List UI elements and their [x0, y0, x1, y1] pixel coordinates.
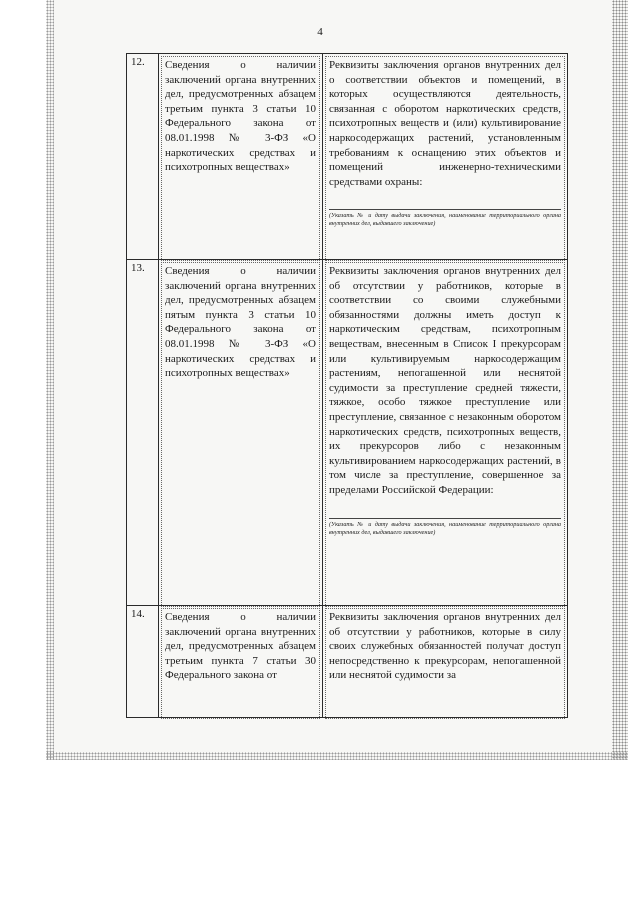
- row-details-cell: [325, 262, 565, 607]
- row-details: Реквизиты заключения органов внутренних дел об отсутствии у работников, которые в силу своих служебных обязанностей получат доступ непосредственно к прекурсорам, непогашенной или неснятой судимости за: [329, 611, 561, 682]
- scan-border-left: [46, 0, 54, 760]
- scan-border-bottom: [46, 752, 628, 760]
- row-note: (Указать № и дату выдачи заключения, наименование территориального органа внутренних дел, выдавшего заключение): [329, 518, 561, 537]
- row-details-cell: [325, 56, 565, 261]
- row-note: (Указать № и дату выдачи заключения, наименование территориального органа внутренних дел, выдавшего заключение): [329, 209, 561, 228]
- page-number: 4: [317, 26, 323, 38]
- row-number: 12.: [127, 54, 159, 260]
- table-row: [127, 260, 568, 606]
- row-details: Реквизиты заключения органов внутренних дел о соответствии объектов и помещений, в которых осуществляются деятельность, связанная с оборотом наркотических средств, психотропных веществ и (или) культивирование наркосодержащих растений, установленным требованиям к оснащению этих объектов и помещений инженерно-техническими средствами охраны:: [329, 59, 561, 188]
- row-details-cell: [325, 608, 565, 719]
- row-number: 14.: [127, 606, 159, 718]
- fill-in-field[interactable]: [329, 498, 561, 512]
- row-description: Сведения о наличии заключений органа внутренних дел, предусмотренных абзацем третьим пункта 7 статьи 30 Федерального закона от: [161, 608, 320, 719]
- table-row: [127, 54, 568, 260]
- row-description: Сведения о наличии заключений органа внутренних дел, предусмотренных абзацем третьим пункта 3 статьи 10 Федерального закона от 08.01.1998 № 3-ФЗ «О наркотических средствах и психотропных веществах»: [161, 56, 320, 261]
- requirements-table: [126, 53, 568, 718]
- table-row: [127, 606, 568, 718]
- row-description: Сведения о наличии заключений органа внутренних дел, предусмотренных абзацем пятым пункта 3 статьи 10 Федерального закона от 08.01.1998 № 3-ФЗ «О наркотических средствах и психотропных веществах»: [161, 262, 320, 607]
- row-number: 13.: [127, 260, 159, 606]
- scan-border-right: [612, 0, 628, 760]
- row-details: Реквизиты заключения органов внутренних дел об отсутствии у работников, которые в соответствии со своими служебными обязанностями должны иметь доступ к наркотическим средствам, психотропным веществам, внесенным в Список I прекурсорам или культивируемым наркосодержащим растениям, непогашенной или неснятой судимости за преступление средней тяжести, тяжкое, особо тяжкое преступление или преступление, связанное с незаконным оборотом наркотических средств, психотропных веществ, их прекурсоров либо с незаконным культивированием наркосодержащих растений, в том числе за преступление, совершенное за пределами Российской Федерации:: [329, 265, 561, 496]
- fill-in-field[interactable]: [329, 189, 561, 203]
